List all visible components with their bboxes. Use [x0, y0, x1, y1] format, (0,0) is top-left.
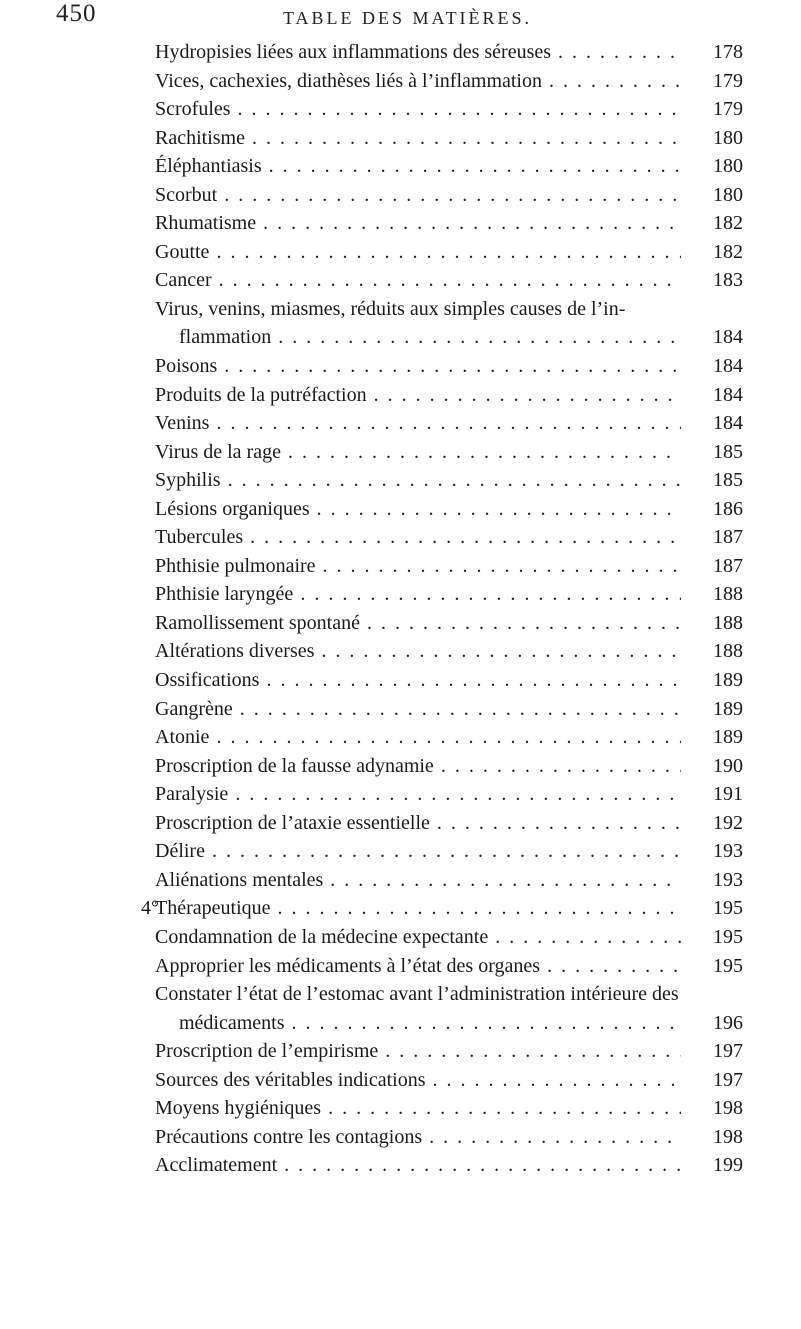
toc-entry-page: 189	[685, 723, 743, 752]
toc-entry	[155, 124, 743, 153]
toc-entry-label: Rhumatisme . . .	[155, 209, 681, 238]
toc-entry-label: Phthisie laryngée . . .	[155, 580, 681, 609]
toc-entry-page: 184	[685, 323, 743, 352]
toc-entry	[141, 894, 743, 923]
toc-entry-page: 189	[685, 666, 743, 695]
section-number: 4°	[141, 897, 159, 920]
toc-entry	[155, 466, 743, 495]
toc-entry	[155, 295, 743, 324]
toc-entry-label: Cancer . . .	[155, 266, 681, 295]
toc-entry	[155, 181, 743, 210]
toc-entry-label: Proscription de l’ataxie essentielle . . .	[155, 809, 681, 838]
toc-entry-page: 188	[685, 637, 743, 666]
toc-entry-page: 179	[685, 95, 743, 124]
toc-entry-page: 184	[685, 409, 743, 438]
toc-entry-page: 197	[685, 1066, 743, 1095]
table-of-contents	[141, 38, 743, 1180]
toc-entry	[155, 809, 743, 838]
toc-entry	[155, 552, 743, 581]
toc-entry-label: Proscription de l’empirisme . . .	[155, 1037, 681, 1066]
toc-entry	[155, 1094, 743, 1123]
toc-entry	[155, 38, 743, 67]
toc-entry-page: 193	[685, 837, 743, 866]
toc-entry	[155, 523, 743, 552]
toc-entry	[155, 609, 743, 638]
toc-entry-label: Thérapeutique . . .	[155, 894, 681, 923]
toc-entry	[155, 1066, 743, 1095]
toc-entry-label: Proscription de la fausse adynamie . . .	[155, 752, 681, 781]
toc-entry-label: Phthisie pulmonaire . . .	[155, 552, 681, 581]
toc-entry-page: 184	[685, 381, 743, 410]
toc-entry	[155, 980, 743, 1009]
toc-entry-page: 182	[685, 238, 743, 267]
toc-entry-label: Moyens hygiéniques . . .	[155, 1094, 681, 1123]
toc-entry-page: 182	[685, 209, 743, 238]
toc-entry-label: Approprier les médicaments à l’état des organes . . .	[155, 952, 681, 981]
toc-entry	[155, 152, 743, 181]
toc-entry	[155, 666, 743, 695]
toc-entry	[155, 866, 743, 895]
toc-entry-label: Constater l’état de l’estomac avant l’administration intérieure des	[155, 983, 679, 1006]
toc-entry-label: Vices, cachexies, diathèses liés à l’inflammation . . .	[155, 67, 681, 96]
toc-entry	[155, 495, 743, 524]
toc-entry	[155, 580, 743, 609]
toc-entry-page: 186	[685, 495, 743, 524]
toc-entry-page: 179	[685, 67, 743, 96]
toc-entry-page: 185	[685, 438, 743, 467]
toc-entry-page: 188	[685, 580, 743, 609]
toc-entry-page: 195	[685, 952, 743, 981]
toc-entry-label: Produits de la putréfaction . . .	[155, 381, 681, 410]
toc-entry-page: 188	[685, 609, 743, 638]
toc-entry-label: Scorbut . . .	[155, 181, 681, 210]
toc-entry-label: Virus, venins, miasmes, réduits aux simples causes de l’in-	[155, 297, 626, 320]
toc-entry	[155, 780, 743, 809]
toc-entry	[155, 923, 743, 952]
toc-entry-page: 191	[685, 780, 743, 809]
toc-entry-page: 189	[685, 695, 743, 724]
toc-entry	[155, 352, 743, 381]
toc-entry-label: Poisons . . .	[155, 352, 681, 381]
toc-entry-page: 180	[685, 124, 743, 153]
toc-entry-page: 198	[685, 1094, 743, 1123]
toc-entry-page: 180	[685, 181, 743, 210]
toc-entry	[155, 837, 743, 866]
toc-entry-page: 180	[685, 152, 743, 181]
toc-entry-page: 184	[685, 352, 743, 381]
toc-entry-page: 178	[685, 38, 743, 67]
toc-entry-label: Éléphantiasis . . .	[155, 152, 681, 181]
toc-entry-label: médicaments . . .	[179, 1009, 681, 1038]
toc-entry-page: 197	[685, 1037, 743, 1066]
toc-entry-page: 199	[685, 1151, 743, 1180]
toc-entry-page: 185	[685, 466, 743, 495]
toc-entry	[155, 381, 743, 410]
toc-entry-page: 198	[685, 1123, 743, 1152]
toc-entry	[155, 1151, 743, 1180]
toc-entry-label: Acclimatement . . .	[155, 1151, 681, 1180]
toc-entry	[155, 438, 743, 467]
toc-entry-label: Ramollissement spontané . . .	[155, 609, 681, 638]
toc-entry-label: Atonie . . .	[155, 723, 681, 752]
toc-entry	[155, 266, 743, 295]
toc-entry-label: Gangrène . . .	[155, 695, 681, 724]
toc-entry	[155, 323, 743, 352]
toc-entry-label: Rachitisme . . .	[155, 124, 681, 153]
page-number: 450	[56, 0, 97, 27]
toc-entry-label: Tubercules . . .	[155, 523, 681, 552]
toc-entry-label: Paralysie . . .	[155, 780, 681, 809]
toc-entry-label: Syphilis . . .	[155, 466, 681, 495]
toc-entry-label: Ossifications . . .	[155, 666, 681, 695]
toc-entry-label: Venins . . .	[155, 409, 681, 438]
toc-entry-label: Goutte . . .	[155, 238, 681, 267]
toc-entry-page: 193	[685, 866, 743, 895]
toc-entry-label: Lésions organiques . . .	[155, 495, 681, 524]
toc-entry-label: Aliénations mentales . . .	[155, 866, 681, 895]
toc-entry-label: Virus de la rage . . .	[155, 438, 681, 467]
toc-entry-label: Délire . . .	[155, 837, 681, 866]
toc-entry	[155, 637, 743, 666]
toc-entry-label: Précautions contre les contagions . . .	[155, 1123, 681, 1152]
toc-entry	[155, 238, 743, 267]
toc-entry-page: 187	[685, 552, 743, 581]
toc-entry	[155, 752, 743, 781]
toc-entry-label: flammation . . .	[179, 323, 681, 352]
toc-entry	[155, 95, 743, 124]
toc-entry	[155, 952, 743, 981]
running-title: TABLE DES MATIÈRES.	[283, 8, 533, 28]
toc-entry-page: 195	[685, 923, 743, 952]
toc-entry	[155, 1123, 743, 1152]
toc-entry	[155, 695, 743, 724]
toc-entry-page: 195	[685, 894, 743, 923]
toc-entry-label: Condamnation de la médecine expectante . . .	[155, 923, 681, 952]
toc-entry-page: 196	[685, 1009, 743, 1038]
toc-entry	[155, 1037, 743, 1066]
toc-entry-page: 192	[685, 809, 743, 838]
toc-entry-page: 187	[685, 523, 743, 552]
toc-entry-label: Altérations diverses . . .	[155, 637, 681, 666]
toc-entry-page: 183	[685, 266, 743, 295]
toc-entry	[155, 409, 743, 438]
toc-entry-page: 190	[685, 752, 743, 781]
toc-entry	[155, 209, 743, 238]
toc-entry	[155, 1009, 743, 1038]
toc-entry-label: Sources des véritables indications . . .	[155, 1066, 681, 1095]
toc-entry-label: Scrofules . . .	[155, 95, 681, 124]
toc-entry	[155, 723, 743, 752]
toc-entry	[155, 67, 743, 96]
toc-entry-label: Hydropisies liées aux inflammations des séreuses . . .	[155, 38, 681, 67]
